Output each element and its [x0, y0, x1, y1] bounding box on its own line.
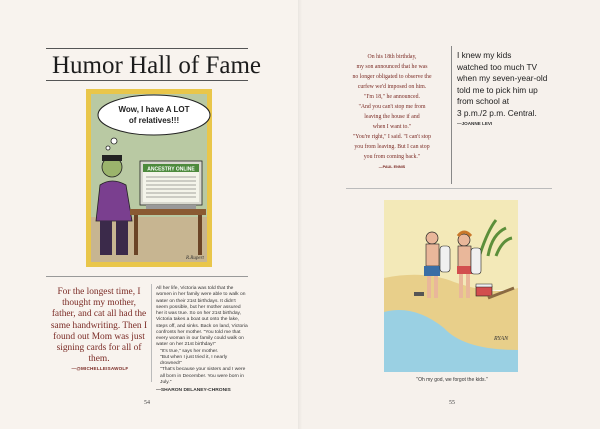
pull-quote: For the longest time, I thought my mother, father, and cat all had the same handwriting. Then I found out Mom was just signing cards for all of them. — [50, 287, 148, 365]
birthday-line: "And you can't stop me from — [358, 104, 426, 110]
title-bottom-rule — [46, 80, 248, 81]
figure-swimsuit — [457, 266, 472, 274]
ancestry-cartoon — [86, 89, 212, 267]
story-paragraph: "But when I just tried it, I nearly drowned!" — [160, 354, 228, 366]
thought-dot — [106, 146, 110, 150]
birthday-line: leaving the house if and — [364, 114, 420, 120]
story-paragraph: "It's true," says her mother. — [160, 348, 219, 354]
tv-joke — [457, 50, 557, 128]
cartoon-signature: RYAN — [494, 336, 509, 342]
pull-quote-byline: —@MICHELLEISAWOLF — [71, 366, 129, 371]
page-number-left: 54 — [144, 400, 150, 406]
thought-dot — [111, 138, 117, 144]
birthday-byline: —PAUL ENNIS — [378, 165, 406, 169]
desk-top — [130, 209, 206, 215]
birthday-line: "I'm 18," he announced. — [364, 94, 420, 100]
story-paragraph: All her life, Victoria was told that the women in her family were able to walk on water on their 21st birthdays. It didn't seem possible, but her mother assured her it was true. So on her 21st birthday, Victoria takes a boat out onto the lake, steps off, and sinks. Back on land, Victoria confronts her mother. "You told me that every woman in our family could walk on water on her 21st birthday!" — [156, 286, 248, 348]
thought-line-1: Wow, I have A LOT — [118, 105, 190, 114]
right-section-rule — [346, 188, 552, 189]
birthday-line: you from leaving. But I can stop — [354, 144, 430, 150]
figure-leg — [427, 276, 431, 298]
figure-head — [426, 232, 438, 244]
birthday-line: On his 18th birthday, — [367, 54, 417, 60]
page-title: Humor Hall of Fame — [52, 52, 261, 79]
birthday-line: my son announced that he was — [356, 64, 428, 70]
beach-cartoon — [384, 200, 518, 372]
birthday-line: you from coming back." — [363, 154, 421, 160]
tv-line: watched too much TV — [457, 61, 538, 72]
birthday-line: "You're right," I said. "I can't stop — [352, 134, 432, 140]
character-leg — [100, 221, 112, 255]
quote-rule — [46, 276, 248, 277]
story-paragraph: "That's because your sisters and I were all born in December. You were born in July." — [160, 367, 246, 385]
baby-carrier — [440, 246, 450, 272]
screen-title: ANCESTRY ONLINE — [147, 166, 195, 173]
desk-leg — [134, 215, 138, 255]
title-top-rule — [46, 48, 248, 49]
cooler-lid — [476, 284, 492, 287]
tv-line: I knew my kids — [457, 50, 512, 60]
tv-line: when my seven-year-old — [457, 73, 548, 84]
thought-line-2: of relatives!!! — [128, 116, 180, 125]
figure-shorts — [424, 266, 440, 276]
water-story — [156, 286, 248, 394]
story-byline: —SHARON DELANEY-CHRONIS — [156, 388, 231, 393]
figure-leg — [434, 276, 438, 298]
tv-byline: —JOANNE LEVI — [457, 120, 493, 126]
baby-carrier — [471, 248, 481, 274]
birthday-line: curfew we'd imposed on him. — [357, 84, 427, 90]
cartoon-signature: R.Rupert — [186, 256, 204, 261]
desk-leg — [198, 215, 202, 255]
figure-body — [458, 246, 471, 268]
cartoon-caption: "Oh my god, we forgot the kids." — [416, 377, 488, 383]
tv-line: 3 p.m./2 p.m. Central. — [457, 107, 537, 118]
figure-leg — [459, 274, 463, 298]
page-number-right: 55 — [449, 400, 455, 406]
character-body — [96, 181, 132, 221]
figure-body — [426, 244, 439, 266]
page-gutter — [298, 0, 302, 429]
right-column-divider — [451, 46, 452, 184]
keyboard — [146, 205, 196, 209]
bag — [414, 292, 424, 296]
tv-line: told me to pick him up — [457, 84, 538, 95]
tv-line: from school at — [457, 96, 510, 107]
birthday-line: when I want to." — [372, 124, 412, 130]
figure-leg — [466, 274, 470, 298]
thought-bubble — [98, 95, 210, 135]
birthday-joke — [340, 52, 444, 172]
character-leg — [116, 221, 128, 255]
character-hair — [102, 155, 122, 161]
cooler — [476, 286, 492, 296]
column-divider — [151, 284, 152, 382]
birthday-line: no longer obligated to observe the — [352, 74, 432, 80]
